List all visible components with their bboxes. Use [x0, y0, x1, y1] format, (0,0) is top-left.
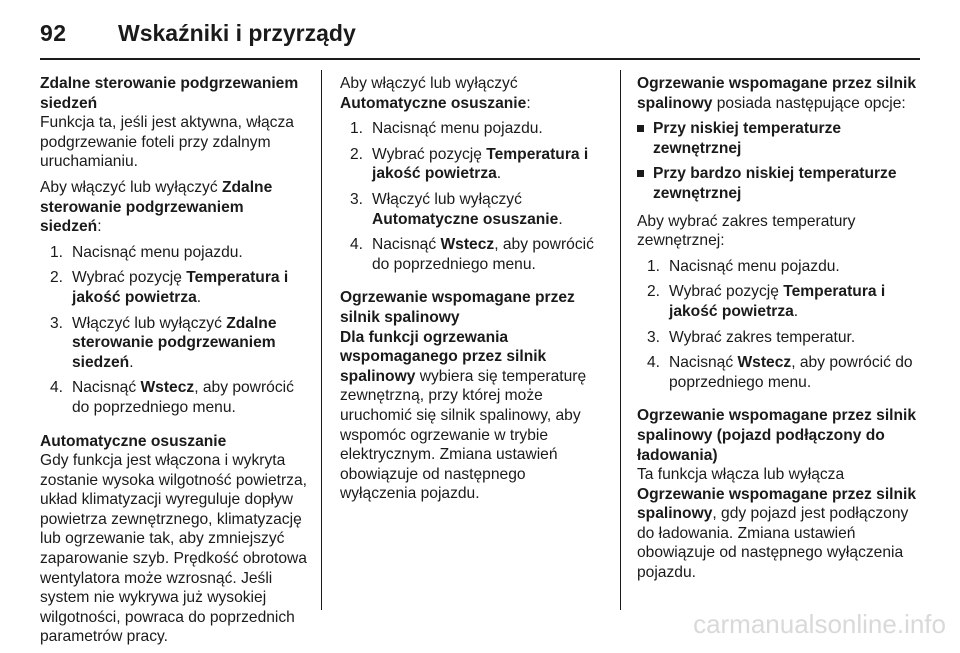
- page-number: 92: [40, 20, 67, 46]
- list-item: 3. Włączyć lub wyłączyć Zdalne sterowanie podgrzewaniem siedzeń.: [50, 314, 277, 371]
- column-1: [40, 74, 308, 653]
- step-list: [637, 257, 917, 393]
- column-divider: [620, 70, 621, 610]
- paragraph: Aby wybrać zakres temperatury zewnętrznej:: [637, 212, 856, 250]
- paragraph: Dla funkcji ogrzewania wspomaganego przez silnik spalinowy wybiera się temperaturę zewnętrzną, przy której może uruchomić się silnik spalinowy, aby wspomóc ogrzewanie w trybie elektrycznym. Zmiana ustawień obowiązuje od następnego wyłączenia pojazdu.: [340, 328, 587, 503]
- list-item: 3. Wybrać zakres temperatur.: [647, 328, 856, 346]
- paragraph: Gdy funkcja jest włączona i wykryta zostanie wysoka wilgotność powietrza, układ klimatyzacji wyreguluje dopływ powietrza zewnętrznego, klimatyzację lub ogrzewanie tak, aby zmniejszyć zaparowanie szyb. Prędkość obrotowa wentylatora może wzrosnąć. Jeśli system nie wykrywa już wysokiej wilgotności, powraca do poprzednich parametrów pracy.: [40, 452, 307, 646]
- list-item: 2. Wybrać pozycję Temperatura i jakość powietrza.: [350, 145, 589, 183]
- watermark: carmanualsonline.info: [693, 609, 946, 639]
- paragraph: Funkcja ta, jeśli jest aktywna, włącza podgrzewanie foteli przy zdalnym uruchamianiu.: [40, 114, 294, 171]
- column-divider: [321, 70, 322, 610]
- section-heading: Ogrzewanie wspomagane przez silnik spalinowy: [340, 289, 575, 326]
- list-item: 1. Nacisnąć menu pojazdu.: [647, 257, 840, 275]
- list-item: 2. Wybrać pozycję Temperatura i jakość powietrza.: [50, 269, 289, 306]
- column-3: [637, 74, 917, 589]
- page-header: [40, 14, 920, 54]
- list-item: Przy niskiej temperaturze zewnętrznej: [637, 119, 917, 158]
- list-item: 2. Wybrać pozycję Temperatura i jakość powietrza.: [647, 283, 886, 320]
- option-list: [637, 119, 917, 203]
- list-item: 1. Nacisnąć menu pojazdu.: [350, 120, 543, 138]
- list-item: 4. Nacisnąć Wstecz, aby powrócić do poprzedniego menu.: [647, 354, 913, 391]
- list-item: Przy bardzo niskiej temperaturze zewnętrznej: [637, 164, 917, 203]
- paragraph: Aby włączyć lub wyłączyć Automatyczne osuszanie:: [340, 75, 531, 112]
- bullet-icon: [637, 170, 644, 177]
- paragraph: Aby włączyć lub wyłączyć Zdalne sterowanie podgrzewaniem siedzeń:: [40, 178, 273, 236]
- list-item: 4. Nacisnąć Wstecz, aby powrócić do poprzedniego menu.: [350, 236, 594, 273]
- step-list: [340, 119, 602, 274]
- list-item: 3. Włączyć lub wyłączyć Automatyczne osuszanie.: [350, 190, 563, 228]
- list-item: 1. Nacisnąć menu pojazdu.: [50, 243, 243, 261]
- paragraph: Ta funkcja włącza lub wyłącza Ogrzewanie wspomagane przez silnik spalinowy, gdy pojazd jest podłączony do ładowania. Zmiana ustawień obowiązuje od następnego wyłączenia pojazdu.: [637, 466, 917, 582]
- chapter-title: Wskaźniki i przyrządy: [118, 20, 356, 46]
- section-heading: Automatyczne osuszanie: [40, 432, 227, 450]
- bullet-icon: [637, 125, 644, 132]
- header-rule: [40, 58, 920, 60]
- column-2: [340, 74, 602, 510]
- section-heading: Ogrzewanie wspomagane przez silnik spalinowy (pojazd podłączony do ładowania): [637, 407, 917, 464]
- section-heading: Zdalne sterowanie podgrzewaniem siedzeń: [40, 75, 299, 112]
- paragraph: Ogrzewanie wspomagane przez silnik spalinowy posiada następujące opcje:: [637, 75, 917, 112]
- step-list: [40, 243, 308, 418]
- list-item: 4. Nacisnąć Wstecz, aby powrócić do poprzedniego menu.: [50, 379, 294, 416]
